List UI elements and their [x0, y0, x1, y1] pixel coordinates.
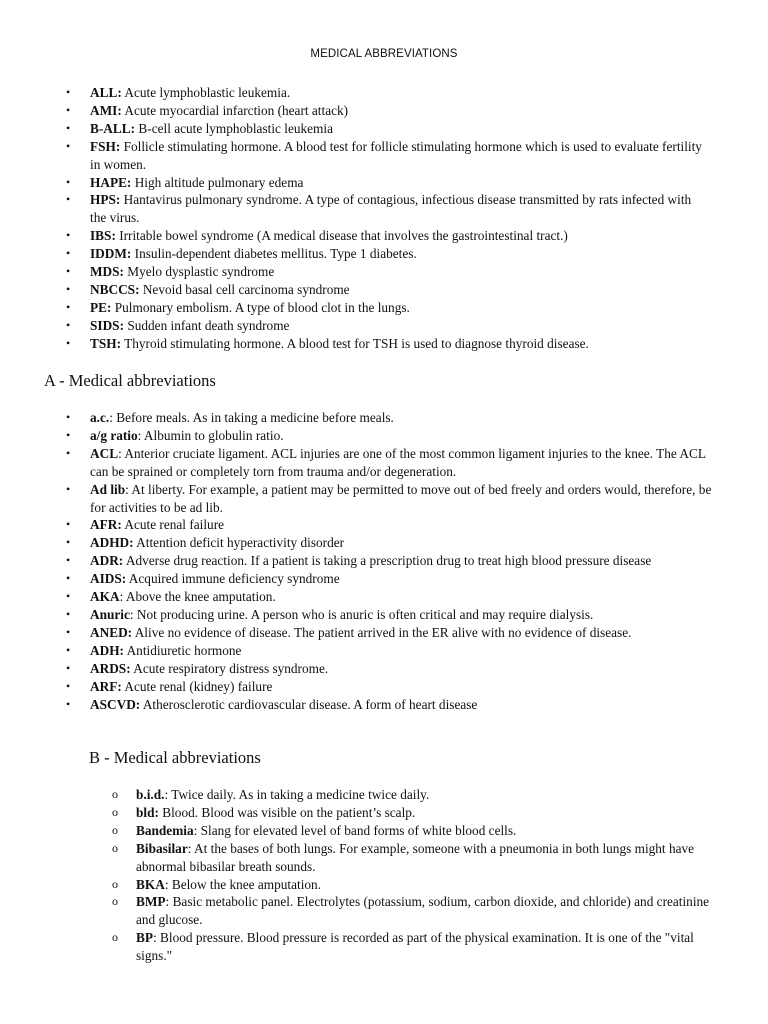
abbreviation-term: ADH: [90, 642, 124, 658]
abbreviation-term: HAPE: [90, 174, 132, 190]
list-item [66, 534, 726, 552]
abbreviation-definition: B-cell acute lymphoblastic leukemia [135, 120, 333, 136]
abbreviation-definition: Irritable bowel syndrome (A medical disease that involves the gastrointestinal tract.) [115, 228, 568, 244]
circle-bullet-icon: o [112, 822, 118, 837]
list-item [66, 660, 726, 678]
abbreviation-definition: : At liberty. For example, a patient may be permitted to move out of bed freely and orders would, therefore, be for activities to be ad lib. [90, 481, 712, 515]
abbreviation-term: ALL: [90, 85, 122, 100]
abbreviation-term: Anuric [90, 606, 130, 622]
bullet-icon: • [66, 120, 71, 135]
abbreviation-term: SIDS: [90, 317, 124, 333]
list-item [111, 786, 711, 804]
list-item [66, 409, 726, 427]
abbreviation-definition: Pulmonary embolism. A type of blood clot in the lungs. [111, 299, 410, 315]
abbreviation-definition: Nevoid basal cell carcinoma syndrome [139, 281, 350, 297]
list-item [111, 929, 711, 965]
bullet-icon: • [66, 696, 71, 711]
abbreviation-definition: Myelo dysplastic syndrome [123, 264, 275, 280]
circle-bullet-icon: o [112, 876, 118, 891]
abbreviation-definition: : Slang for elevated level of band forms of white blood cells. [193, 822, 517, 838]
bullet-icon: • [66, 85, 71, 99]
abbreviation-term: FSH: [90, 138, 121, 154]
abbreviation-term: Ad lib [90, 481, 126, 497]
abbreviation-term: ASCVD: [90, 696, 141, 712]
abbreviation-definition: Sudden infant death syndrome [124, 317, 290, 333]
list-item [111, 804, 711, 822]
list-item [66, 174, 706, 192]
bullet-icon: • [66, 192, 71, 207]
list-item [66, 191, 706, 227]
bullet-icon: • [66, 138, 71, 153]
list-item [66, 642, 726, 660]
abbreviation-definition: Insulin-dependent diabetes mellitus. Type 1 diabetes. [131, 246, 417, 262]
abbreviation-definition: : Albumin to globulin ratio. [137, 427, 284, 443]
list-item [66, 245, 706, 263]
abbreviation-definition: : Blood pressure. Blood pressure is recorded as part of the physical examination. It is one of the "vital signs." [136, 930, 694, 964]
list-item [66, 624, 726, 642]
abbreviation-term: TSH: [90, 335, 122, 351]
abbreviation-definition: : Anterior cruciate ligament. ACL injuries are one of the most common ligament injuries to the knee. The ACL can be sprained or completely torn from trauma and/or degeneration. [90, 445, 706, 479]
abbreviation-definition: Acute renal failure [121, 517, 225, 533]
abbreviation-term: ADR: [90, 553, 124, 569]
list-item [66, 84, 706, 102]
bullet-icon: • [66, 624, 71, 639]
bullet-icon: • [66, 642, 71, 657]
bullet-icon: • [66, 427, 71, 442]
list-item [66, 516, 726, 534]
list-item [111, 840, 711, 876]
bullet-icon: • [66, 678, 71, 693]
bullet-icon: • [66, 553, 71, 568]
abbreviation-term: ADHD: [90, 535, 134, 551]
abbreviation-definition: Acute lymphoblastic leukemia. [121, 85, 291, 100]
bullet-icon: • [66, 660, 71, 675]
abbreviation-definition: : Not producing urine. A person who is anuric is often critical and may require dialysis. [129, 606, 594, 622]
abbreviation-term: B-ALL: [90, 120, 136, 136]
list-item [66, 281, 706, 299]
abbreviation-definition: Acute myocardial infarction (heart attack) [121, 102, 349, 118]
abbreviation-term: ARF: [90, 678, 122, 694]
list-item [111, 822, 711, 840]
abbreviation-term: MDS: [90, 264, 124, 280]
abbreviation-term: BMP [136, 894, 166, 910]
circle-bullet-icon: o [112, 894, 118, 909]
abbreviation-term: ARDS: [90, 660, 131, 676]
abbreviation-term: IBS: [90, 228, 116, 244]
list-item [66, 481, 726, 517]
abbreviation-term: IDDM: [90, 246, 132, 262]
list-item [66, 138, 706, 174]
bullet-icon: • [66, 246, 71, 261]
circle-bullet-icon: o [112, 804, 118, 819]
bullet-icon: • [66, 481, 71, 496]
list-item [66, 102, 706, 120]
list-item [66, 445, 726, 481]
abbreviation-definition: Hantavirus pulmonary syndrome. A type of contagious, infectious disease transmitted by rats infected with the virus. [90, 192, 692, 226]
abbreviation-definition: : Below the knee amputation. [164, 876, 322, 892]
abbreviation-term: ACL [90, 445, 119, 461]
abbreviation-definition: Atherosclerotic cardiovascular disease. A form of heart disease [140, 696, 478, 712]
list-item [66, 427, 726, 445]
abbreviation-term: a/g ratio [90, 427, 138, 443]
abbreviation-term: BKA [136, 876, 165, 892]
abbreviation-definition: Attention deficit hyperactivity disorder [133, 535, 345, 551]
section-heading-a: A - Medical abbreviations [44, 371, 216, 390]
abbreviation-definition: Acute renal (kidney) failure [121, 678, 273, 694]
bullet-icon: • [66, 410, 71, 424]
abbreviation-term: AIDS: [90, 571, 127, 587]
bullet-icon: • [66, 264, 71, 279]
list-item [66, 335, 706, 353]
bullet-icon: • [66, 228, 71, 243]
abbreviation-list-b [111, 786, 711, 965]
abbreviation-term: bld: [136, 804, 159, 820]
list-item [66, 227, 706, 245]
circle-bullet-icon: o [112, 840, 118, 855]
abbreviation-definition: Acquired immune deficiency syndrome [126, 571, 340, 587]
list-item [111, 893, 711, 929]
abbreviation-definition: : Twice daily. As in taking a medicine twice daily. [164, 787, 430, 802]
abbreviation-definition: Antidiuretic hormone [123, 642, 242, 658]
bullet-icon: • [66, 535, 71, 550]
bullet-icon: • [66, 335, 71, 350]
abbreviation-term: PE: [90, 299, 112, 315]
bullet-icon: • [66, 299, 71, 314]
abbreviation-definition: : Basic metabolic panel. Electrolytes (potassium, sodium, carbon dioxide, and chloride) and creatinine and glucose. [136, 894, 710, 928]
bullet-icon: • [66, 317, 71, 332]
list-item [66, 552, 726, 570]
list-item [66, 588, 726, 606]
list-item [66, 696, 726, 714]
bullet-icon: • [66, 445, 71, 460]
list-item [66, 570, 726, 588]
bullet-icon: • [66, 517, 71, 532]
bullet-icon: • [66, 589, 71, 604]
abbreviation-definition: : Above the knee amputation. [119, 589, 276, 605]
bullet-icon: • [66, 606, 71, 621]
abbreviation-term: a.c. [90, 410, 110, 425]
list-item [111, 876, 711, 894]
list-item [66, 263, 706, 281]
abbreviation-definition: Acute respiratory distress syndrome. [130, 660, 329, 676]
abbreviation-term: b.i.d. [136, 787, 165, 802]
circle-bullet-icon: o [112, 787, 118, 801]
abbreviation-term: Bibasilar [136, 840, 188, 856]
circle-bullet-icon: o [112, 930, 118, 945]
list-item [66, 120, 706, 138]
abbreviation-definition: Follicle stimulating hormone. A blood test for follicle stimulating hormone which is used to evaluate fertility in women. [90, 138, 702, 172]
abbreviation-definition: Alive no evidence of disease. The patient arrived in the ER alive with no evidence of disease. [132, 624, 632, 640]
abbreviation-term: NBCCS: [90, 281, 140, 297]
abbreviation-definition: Adverse drug reaction. If a patient is taking a prescription drug to treat high blood pressure disease [123, 553, 652, 569]
document-title: MEDICAL ABBREVIATIONS [310, 48, 458, 60]
abbreviation-term: AKA [90, 589, 120, 605]
abbreviation-term: ANED: [90, 624, 133, 640]
bullet-icon: • [66, 174, 71, 189]
abbreviation-term: AMI: [90, 102, 122, 118]
section-heading-b: B - Medical abbreviations [89, 748, 261, 767]
list-item [66, 317, 706, 335]
bullet-icon: • [66, 281, 71, 296]
bullet-icon: • [66, 571, 71, 586]
list-item [66, 299, 706, 317]
abbreviation-definition: Thyroid stimulating hormone. A blood test for TSH is used to diagnose thyroid disease. [121, 335, 589, 351]
list-item [66, 678, 726, 696]
abbreviation-definition: High altitude pulmonary edema [131, 174, 304, 190]
abbreviation-definition: : Before meals. As in taking a medicine before meals. [109, 410, 394, 425]
list-item [66, 606, 726, 624]
bullet-icon: • [66, 102, 71, 117]
abbreviation-list-general [66, 84, 706, 353]
abbreviation-term: AFR: [90, 517, 122, 533]
abbreviation-term: Bandemia [136, 822, 194, 838]
abbreviation-definition: Blood. Blood was visible on the patient’s scalp. [158, 804, 416, 820]
abbreviation-list-a [66, 409, 726, 713]
abbreviation-term: HPS: [90, 192, 121, 208]
abbreviation-term: BP [136, 930, 153, 946]
abbreviation-definition: : At the bases of both lungs. For example, someone with a pneumonia in both lungs might have abnormal bibasilar breath sounds. [136, 840, 695, 874]
